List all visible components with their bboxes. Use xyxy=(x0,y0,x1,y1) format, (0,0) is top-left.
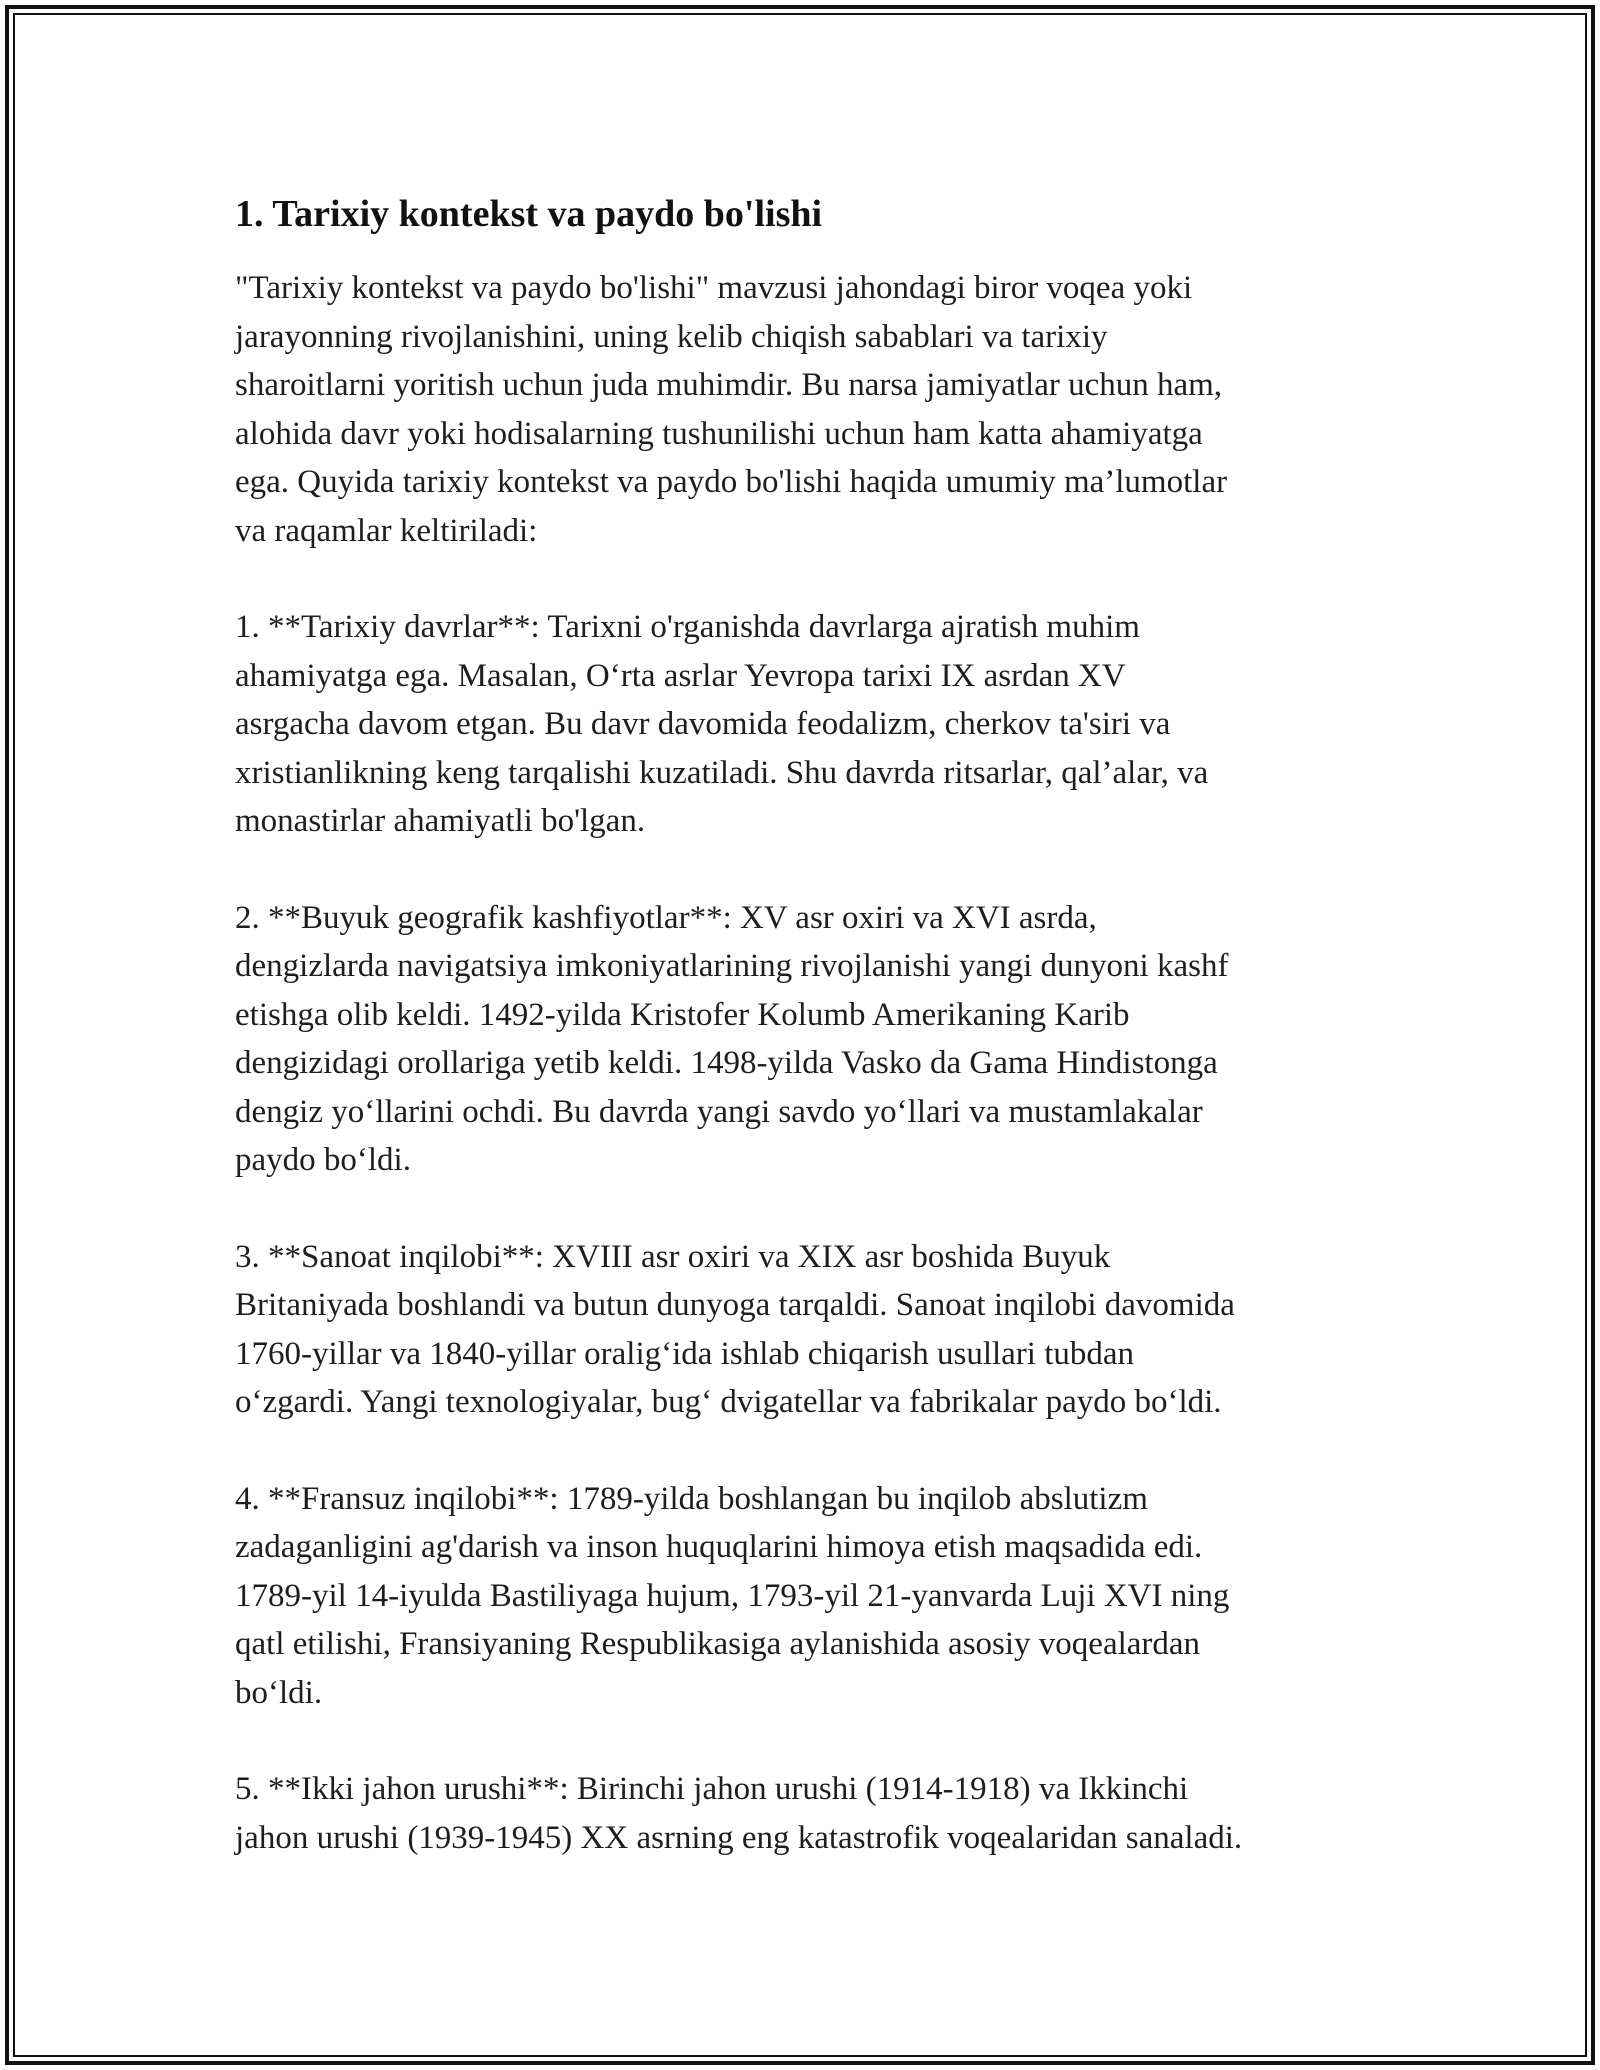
text-line: zadaganligini ag'darish va inson huquqlarini himoya etish maqsadida edi. xyxy=(235,1529,1203,1565)
text-line: dengizlarda navigatsiya imkoniyatlarining rivojlanishi yangi dunyoni kashf xyxy=(235,948,1229,984)
list-item-historical-periods xyxy=(235,603,1355,846)
text-line: etishga olib keldi. 1492-yilda Kristofer Kolumb Amerikaning Karib xyxy=(235,996,1130,1033)
list-item-industrial-revolution xyxy=(235,1233,1355,1427)
section-heading: 1. Tarixiy kontekst va paydo bo'lishi xyxy=(235,193,823,235)
text-line: sharoitlarni yoritish uchun juda muhimdir. Bu narsa jamiyatlar uchun ham, xyxy=(235,367,1223,403)
text-line: ahamiyatga ega. Masalan, O‘rta asrlar Yevropa tarixi IX asrdan XV xyxy=(235,657,1126,694)
text-line: xristianlikning keng tarqalishi kuzatiladi. Shu davrda ritsarlar, qal’alar, va xyxy=(235,754,1209,791)
text-line: dengiz yo‘llarini ochdi. Bu davrda yangi savdo yo‘llari va mustamlakalar xyxy=(235,1093,1203,1130)
text-line: Britaniyada boshlandi va butun dunyoga tarqaldi. Sanoat inqilobi davomida xyxy=(235,1287,1235,1323)
text-line: 1789-yil 14-iyulda Bastiliyaga hujum, 1793-yil 21-yanvarda Luji XVI ning xyxy=(235,1577,1230,1614)
text-line: qatl etilishi, Fransiyaning Respublikasiga aylanishida asosiy voqealardan xyxy=(235,1626,1201,1662)
text-line: o‘zgardi. Yangi texnologiyalar, bug‘ dvigatellar va fabrikalar paydo bo‘ldi. xyxy=(235,1384,1222,1420)
text-line: 1760-yillar va 1840-yillar oralig‘ida ishlab chiqarish usullari tubdan xyxy=(235,1335,1135,1372)
list-item-french-revolution xyxy=(235,1475,1355,1718)
document-body xyxy=(235,184,1355,1862)
list-item-geographic-discoveries xyxy=(235,894,1355,1185)
text-line: monastirlar ahamiyatli bo'lgan. xyxy=(235,803,646,839)
text-line: dengizidagi orollariga yetib keldi. 1498-yilda Vasko da Gama Hindistonga xyxy=(235,1045,1218,1081)
list-item-world-wars xyxy=(235,1765,1355,1862)
text-line: va raqamlar keltiriladi: xyxy=(235,512,538,549)
text-line: bo‘ldi. xyxy=(235,1674,323,1711)
text-line: 2. **Buyuk geografik kashfiyotlar**: XV asr oxiri va XVI asrda, xyxy=(235,899,1097,936)
text-line: ega. Quyida tarixiy kontekst va paydo bo'lishi haqida umumiy ma’lumotlar xyxy=(235,464,1228,500)
text-line: "Tarixiy kontekst va paydo bo'lishi" mavzusi jahondagi biror voqea yoki xyxy=(235,270,1193,306)
text-line: jahon urushi (1939-1945) XX asrning eng katastrofik voqealaridan sanaladi. xyxy=(235,1819,1243,1856)
text-line: asrgacha davom etgan. Bu davr davomida feodalizm, cherkov ta'siri va xyxy=(235,706,1171,742)
text-line: alohida davr yoki hodisalarning tushunilishi uchun ham katta ahamiyatga xyxy=(235,415,1203,452)
text-line: 3. **Sanoat inqilobi**: XVIII asr oxiri va XIX asr boshida Buyuk xyxy=(235,1238,1111,1275)
text-line: paydo bo‘ldi. xyxy=(235,1142,411,1178)
intro-paragraph xyxy=(235,264,1355,555)
text-line: jarayonning rivojlanishini, uning kelib chiqish sabablari va tarixiy xyxy=(235,318,1108,355)
text-line: 5. **Ikki jahon urushi**: Birinchi jahon urushi (1914-1918) va Ikkinchi xyxy=(235,1771,1189,1807)
text-line: 1. **Tarixiy davrlar**: Tarixni o'rganishda davrlarga ajratish muhim xyxy=(235,609,1140,645)
text-line: 4. **Fransuz inqilobi**: 1789-yilda boshlangan bu inqilob abslutizm xyxy=(235,1480,1148,1517)
